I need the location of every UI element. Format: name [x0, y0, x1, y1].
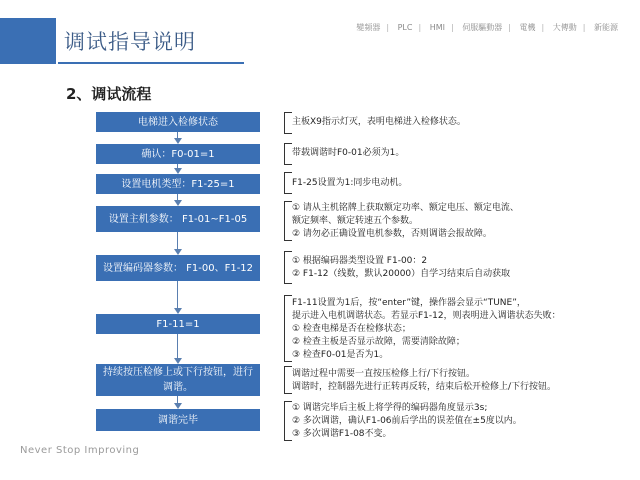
note-bracket — [284, 366, 292, 394]
note-tuning-done — [292, 402, 522, 441]
footer-slogan: Never Stop Improving — [20, 445, 140, 456]
note-line: 额定频率、额定转速五个参数。 — [292, 216, 419, 226]
note-line: 提示进入电机调谐状态。若显示F1-12，则表明进入调谐状态失败： — [292, 311, 561, 321]
note-line: ③ 检查F0-01是否为1。 — [292, 350, 389, 360]
brand-item: 伺服驅動器 — [462, 23, 503, 32]
note-line: ③ 多次调谐F1-08不变。 — [292, 429, 392, 439]
flow-step-tuning: 持续按压检修上或下行按钮，进行调谐。 — [96, 364, 260, 396]
header-accent-bar — [0, 18, 56, 64]
brand-item: 新能源 — [594, 23, 618, 32]
note-line: F1-11设置为1后，按“enter”键，操作器会显示“TUNE”， — [292, 298, 526, 308]
title-underline — [58, 62, 244, 64]
note-line: 调谐过程中需要一直按压检修上行/下行按钮。 — [292, 369, 476, 379]
note-bracket — [284, 172, 292, 194]
note-line: F1-25设置为1:同步电动机。 — [292, 178, 408, 188]
section-heading: 2、调试流程 — [66, 85, 152, 103]
note-confirm-f0-01 — [292, 147, 404, 160]
note-bracket — [284, 201, 292, 241]
flow-connector — [177, 334, 178, 358]
flow-connector — [177, 232, 178, 249]
note-bracket — [284, 251, 292, 284]
note-bracket — [284, 401, 292, 441]
arrow-down-icon — [174, 308, 182, 314]
note-line: 带载调谐时F0-01必须为1。 — [292, 148, 405, 158]
arrow-down-icon — [174, 200, 182, 206]
flow-connector — [177, 281, 178, 308]
note-bracket — [284, 295, 292, 362]
flow-step-confirm-f0-01: 确认：F0-01=1 — [96, 144, 260, 164]
note-tuning — [292, 368, 556, 394]
arrow-down-icon — [174, 358, 182, 364]
flow-step-f1-11: F1-11=1 — [96, 314, 260, 334]
flow-step-host-params: 设置主机参数： F1-01~F1-05 — [96, 206, 260, 232]
brand-item: 變頻器 — [356, 23, 381, 32]
arrow-down-icon — [174, 138, 182, 144]
note-motor-type — [292, 177, 407, 190]
arrow-down-icon — [174, 249, 182, 255]
note-line: ① 检查电梯是否在检修状态； — [292, 324, 411, 334]
note-line: 主板X9指示灯灭，表明电梯进入检修状态。 — [292, 117, 466, 127]
note-enter-inspection — [292, 116, 466, 129]
brand-item: PLC — [397, 23, 413, 32]
flow-step-enter-inspection: 电梯进入检修状态 — [96, 112, 260, 132]
note-host-params — [292, 202, 519, 241]
brand-item: 電機 — [519, 23, 536, 32]
flow-connector — [177, 396, 178, 403]
arrow-down-icon — [174, 168, 182, 174]
brand-item: HMI — [429, 23, 445, 32]
note-line: ② 多次调谐，确认F1-06前后学出的误差值在±5度以内。 — [292, 416, 522, 426]
flow-step-encoder-params: 设置编码器参数： F1-00、F1-12 — [96, 255, 260, 281]
brand-list: 變頻器 | PLC | HMI | 伺服驅動器 | 電機 | 大傳動 | 新能源 — [356, 23, 618, 32]
page-title: 调试指导说明 — [64, 30, 196, 54]
flow-step-motor-type: 设置电机类型：F1-25=1 — [96, 174, 260, 194]
note-line: ① 根据编码器类型设置 F1-00：2 — [292, 256, 428, 266]
note-f1-11 — [292, 297, 561, 362]
note-line: ② 请勿必正确设置电机参数，否则调谐会报故障。 — [292, 229, 492, 239]
note-line: ② 检查主板是否显示故障，需要清除故障； — [292, 337, 465, 347]
note-line: ① 调谐完毕后主板上将学得的编码器角度显示3s; — [292, 403, 488, 413]
note-bracket — [284, 143, 292, 165]
note-bracket — [284, 112, 292, 134]
flow-step-tuning-done: 调谐完毕 — [96, 409, 260, 431]
note-line: 调谐时，控制器先进行正转再反转，结束后松开检修上/下行按钮。 — [292, 382, 557, 392]
note-encoder-params — [292, 255, 510, 281]
brand-item: 大傳動 — [552, 23, 577, 32]
arrow-down-icon — [174, 403, 182, 409]
note-line: ② F1-12（线数，默认20000）自学习结束后自动获取 — [292, 269, 511, 279]
note-line: ① 请从主机铭牌上获取额定功率、额定电压、额定电流、 — [292, 203, 519, 213]
